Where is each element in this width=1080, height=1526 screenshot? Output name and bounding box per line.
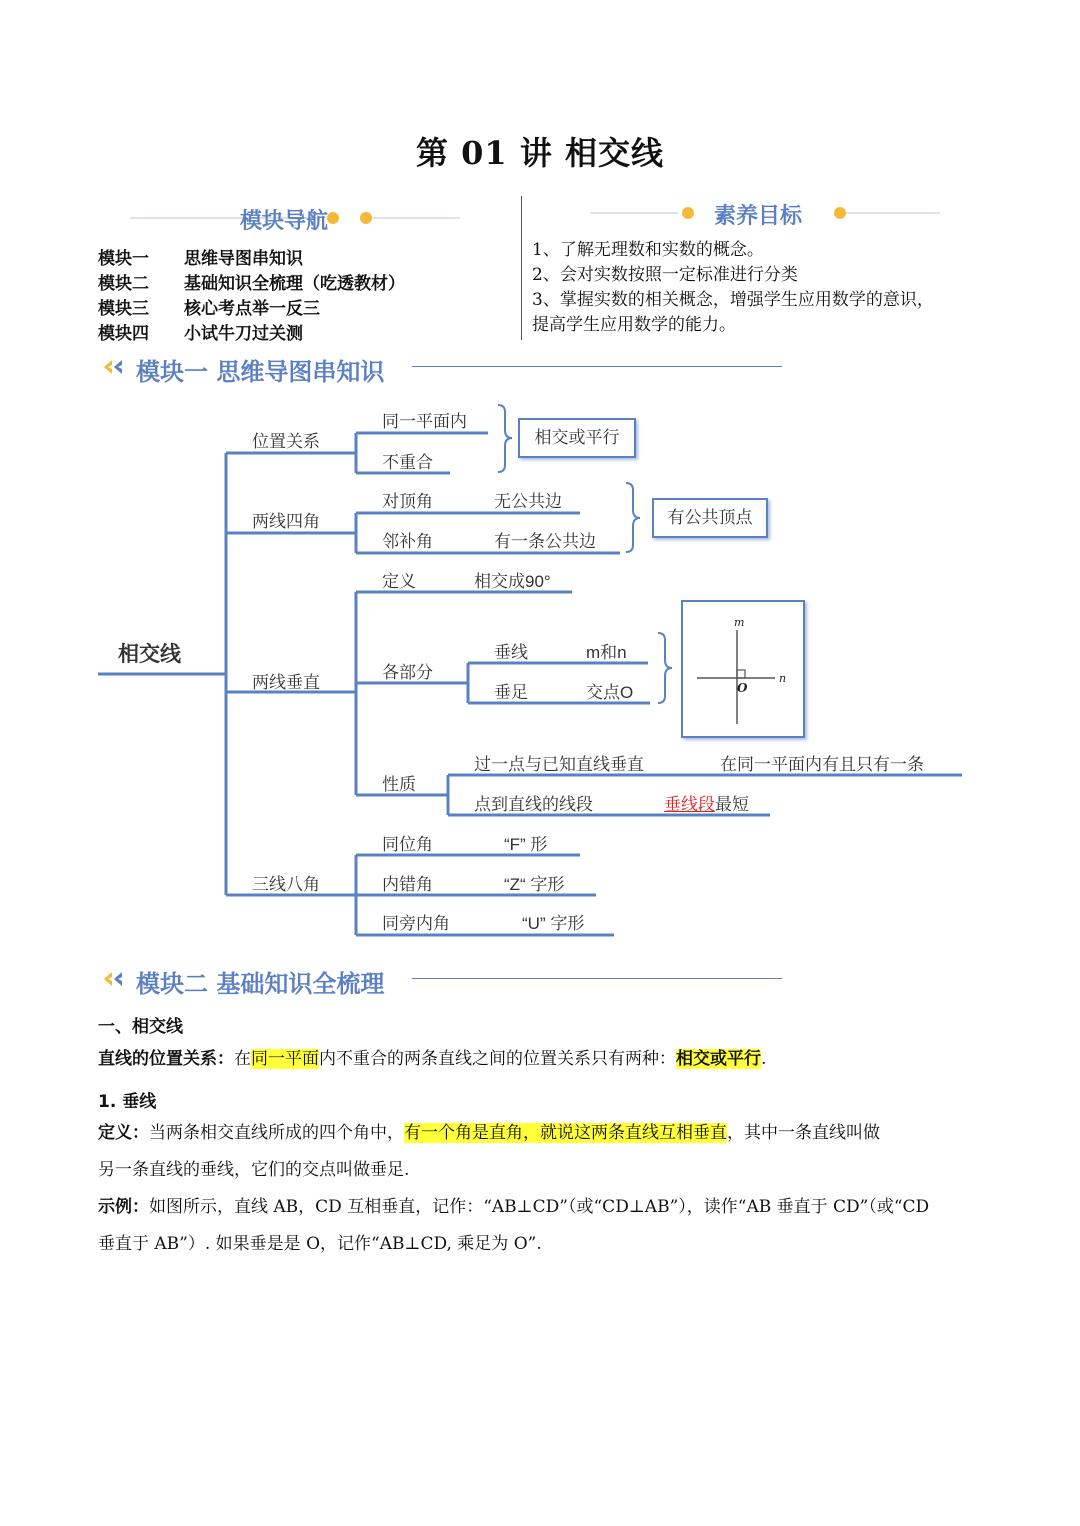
nav-item-text: 小试牛刀过关测 [184, 324, 303, 344]
node-text: 内错角 [382, 875, 433, 894]
node-text: m和n [586, 643, 627, 662]
node-text: 各部分 [382, 663, 433, 682]
node-text: “F” 形 [504, 835, 548, 854]
nav-item-label: 模块三 [98, 299, 149, 319]
para-text: 如图所示，直线 AB，CD 互相垂直，记作：“AB⊥CD”（或“CD⊥AB”），读作“AB 垂直于 CD”（或“CD [149, 1197, 930, 1217]
node-text: 垂足 [494, 683, 528, 702]
paragraph-example [98, 1189, 929, 1226]
nav-item-label: 模块四 [98, 324, 149, 344]
goals-header: 素养目标 [714, 204, 803, 229]
nav-item-label: 模块二 [98, 274, 149, 294]
node-text: 垂线 [494, 643, 528, 662]
section-title: 1. 垂线 [98, 1092, 157, 1112]
branch-label: 两线四角 [252, 512, 320, 531]
para-text: 内不重合的两条直线之间的位置关系只有两种： [319, 1049, 676, 1069]
para-line: 另一条直线的垂线，它们的交点叫做垂足. [98, 1160, 410, 1180]
node-text: 过一点与已知直线垂直 [474, 755, 644, 774]
node-text: 最短 [715, 795, 749, 814]
result-box: 相交或平行 [518, 418, 636, 458]
mindmap-root: 相交线 [118, 642, 181, 666]
highlight: 相交或平行 [676, 1049, 761, 1069]
nav-item-text: 核心考点举一反三 [184, 299, 320, 319]
node-text: 定义 [382, 572, 416, 591]
label-m: m [734, 616, 745, 629]
node-text: 邻补角 [382, 532, 433, 551]
goal-line-4: 提高学生应用数学的能力。 [532, 315, 736, 335]
goal-line-1: 1、了解无理数和实数的概念。 [532, 240, 764, 260]
node-text: 在同一平面内有且只有一条 [720, 755, 924, 774]
node-text: 不重合 [382, 453, 433, 472]
nav-item-label: 模块一 [98, 249, 149, 269]
node-text: 同位角 [382, 835, 433, 854]
node-text: 交点O [586, 683, 634, 702]
paragraph-position [98, 1041, 766, 1078]
para-text: 当两条相交直线所成的四个角中， [149, 1123, 404, 1143]
goal-line-3: 3、掌握实数的相关概念，增强学生应用数学的意识， [532, 290, 934, 310]
nav-item-text: 思维导图串知识 [184, 249, 303, 269]
chevron-double-icon [102, 968, 134, 990]
paragraph-definition [98, 1115, 880, 1152]
nav-item-text: 基础知识全梳理（吃透教材） [184, 274, 405, 294]
branch-label: 位置关系 [252, 432, 320, 451]
node-text: 相交成90° [474, 572, 551, 591]
perpendicular-figure [681, 600, 805, 738]
branch-label: 三线八角 [252, 875, 320, 894]
label-o: O [737, 681, 748, 695]
label-n: n [779, 672, 787, 685]
node-text-emphasis [664, 790, 749, 815]
para-lead: 定义： [98, 1123, 149, 1143]
para-lead: 示例： [98, 1197, 149, 1217]
node-text: 同一平面内 [382, 412, 467, 431]
perpendicular-lines-icon [683, 602, 803, 736]
node-text: 同旁内角 [382, 914, 450, 933]
module2-header: 模块二 基础知识全梳理 [136, 970, 385, 998]
branch-label: 两线垂直 [252, 673, 320, 692]
node-text: “U” 字形 [522, 914, 585, 933]
para-text: 在 [234, 1049, 251, 1069]
module2-rule [412, 978, 782, 979]
para-text: . [761, 1049, 767, 1069]
node-text: “Z“ 字形 [504, 875, 565, 894]
node-text: 对顶角 [382, 492, 433, 511]
module1-header: 模块一 思维导图串知识 [136, 358, 385, 386]
node-text: 性质 [382, 775, 416, 794]
nav-header: 模块导航 [240, 209, 329, 234]
highlight: 有一个角是直角，就说这两条直线互相垂直 [404, 1123, 727, 1143]
highlight-red: 垂线段 [664, 795, 715, 814]
para-lead: 直线的位置关系： [98, 1049, 234, 1069]
node-text: 无公共边 [494, 492, 562, 511]
section-title: 一、相交线 [98, 1017, 183, 1037]
node-text: 有一条公共边 [494, 532, 596, 551]
node-text: 点到直线的线段 [474, 795, 593, 814]
goal-line-2: 2、会对实数按照一定标准进行分类 [532, 265, 798, 285]
highlight: 同一平面 [251, 1049, 319, 1069]
result-box: 有公共顶点 [652, 498, 768, 538]
page-title: 第 01 讲 相交线 [416, 134, 664, 172]
para-line: 垂直于 AB”）. 如果垂是是 O，记作“AB⊥CD, 乘足为 O”. [98, 1234, 542, 1254]
para-text: ，其中一条直线叫做 [727, 1123, 880, 1143]
